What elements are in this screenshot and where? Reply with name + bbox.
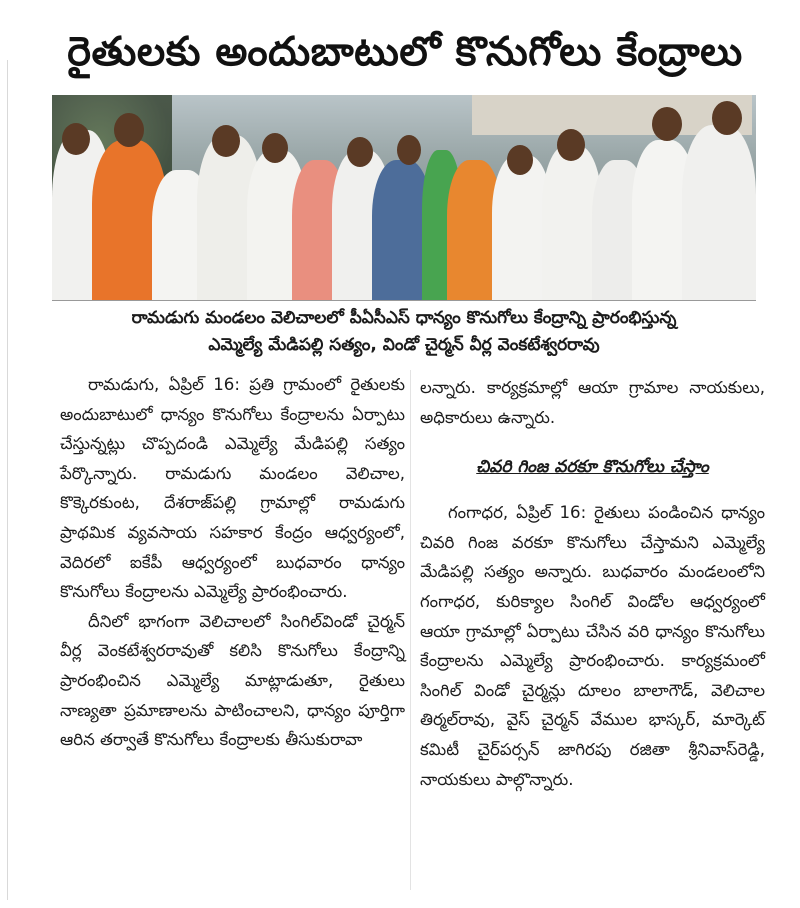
- article-column-1: [60, 370, 405, 755]
- photo-head: [507, 145, 533, 175]
- photo-head: [212, 125, 240, 157]
- photo-head: [114, 113, 144, 147]
- article1-continuation: లన్నారు. కార్యక్రమాల్లో ఆయా గ్రామాల నాయకులు, అధికారులు ఉన్నారు.: [420, 378, 765, 427]
- article2-paragraph-1: గంగాధర, ఏప్రిల్ 16: రైతులు పండించిన ధాన్యం చివరి గింజ వరకూ కొనుగోలు చేస్తామని ఎమ్మెల్యే మేడిపల్లి సత్యం అన్నారు. బుధవారం మండలంలోని గంగాధర, కురిక్యాల సింగిల్ విండోల ఆధ్వర్యంలో ఆయా గ్రామాల్లో ఏర్పాటు చేసిన వరి ధాన్యం కొనుగోలు కేంద్రాలను ఎమ్మెల్యే ప్రారంభించారు. కార్యక్రమంలో సింగిల్ విండో చైర్మన్లు దూలం బాలాగౌడ్, వెలిచాల తిర్మల్‌రావు, వైస్ చైర్మన్ వేముల భాస్కర్, మార్కెట్ కమిటీ చైర్‌పర్సన్ జాగిరపు రజితా శ్రీనివాస్‌రెడ్డి, నాయకులు పాల్గొన్నారు.: [420, 503, 765, 789]
- photo-head: [712, 101, 742, 135]
- photo-person: [682, 125, 756, 300]
- headline: రైతులకు అందుబాటులో కొనుగోలు కేంద్రాలు: [67, 29, 743, 75]
- article1-paragraph-1: రామడుగు, ఏప్రిల్ 16: ప్రతి గ్రామంలో రైతులకు అందుబాటులో ధాన్యం కొనుగోలు కేంద్రాలను ఏర్పాటు చేస్తున్నట్లు చొప్పదండి ఎమ్మెల్యే మేడిపల్లి సత్యం పేర్కొన్నారు. రామడుగు మండలం వెలిచాల, కొక్కెరకుంట, దేశరాజ్‌పల్లి గ్రామాల్లో రామడుగు ప్రాథమిక వ్యవసాయ సహకార కేంద్రం ఆధ్వర్యంలో, వెదిరలో ఐకేపీ ఆధ్వర్యంలో బుధవారం ధాన్యం కొనుగోలు కేంద్రాలను ఎమ్మెల్యే ప్రారంభించారు.: [60, 375, 405, 602]
- photo-head: [347, 137, 373, 167]
- photo-head: [262, 133, 288, 163]
- photo-head: [652, 107, 682, 141]
- photo-caption: [52, 305, 756, 359]
- photo-head: [557, 129, 585, 161]
- article-column-2: [420, 373, 765, 794]
- news-photo: [52, 95, 756, 301]
- caption-line-2: ఎమ్మెల్యే మేడిపల్లి సత్యం, విండో చైర్మన్ వీర్ల వెంకటేశ్వరరావు: [208, 335, 600, 355]
- article2-subheading: చివరి గింజ వరకూ కొనుగోలు చేస్తాం: [476, 457, 709, 478]
- column-divider: [410, 370, 411, 890]
- photo-head: [62, 123, 90, 155]
- photo-head: [397, 135, 421, 165]
- page-edge-rule: [7, 60, 8, 900]
- caption-line-1: రామడుగు మండలం వెలిచాలలో పీఏసీఎస్ ధాన్యం కొనుగోలు కేంద్రాన్ని ప్రారంభిస్తున్న: [131, 308, 677, 328]
- article1-paragraph-2: దీనిలో భాగంగా వెలిచాలలో సింగిల్‌విండో చైర్మన్ వీర్ల వెంకటేశ్వరరావుతో కలిసి కొనుగోలు కేంద్రాన్ని ప్రారంభించిన ఎమ్మెల్యే మాట్లాడుతూ, రైతులు నాణ్యతా ప్రమాణాలను పాటించాలని, ధాన్యం పూర్తిగా ఆరిన తర్వాతే కొనుగోలు కేంద్రాలకు తీసుకురావా: [60, 611, 405, 750]
